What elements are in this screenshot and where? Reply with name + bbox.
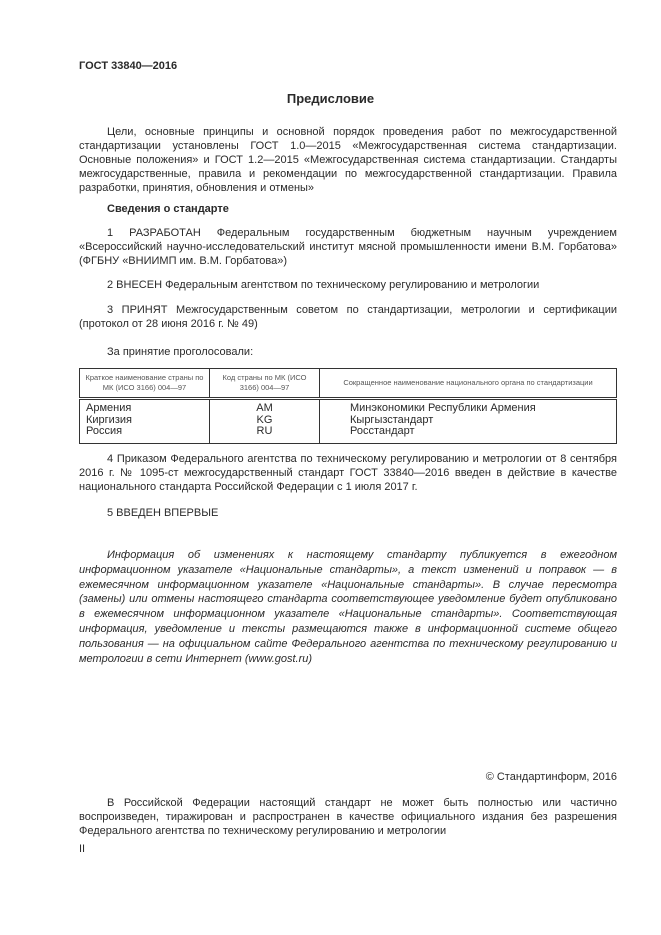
- table-header-row: [80, 369, 617, 399]
- item-2: 2 ВНЕСЕН Федеральным агентством по техническому регулированию и метрологии: [107, 279, 540, 291]
- column-header-body: Сокращенное наименование национального органа по стандартизации: [320, 369, 617, 399]
- body-cell: Росстандарт: [350, 425, 415, 437]
- page-number: II: [79, 843, 86, 855]
- intro-paragraph: Цели, основные принципы и основной порядок проведения работ по межгосударственной стандартизации установлены ГОСТ 1.0—2015 «Межгосударственная система стандартизации. Основные положения» и ГОСТ 1.2—2015 «Межгосударственная система стандартизации. Стандарты межгосударственные, правила и рекомендации по межгосударственной стандартизации. Правила разработки, принятия, обновления и отмены»: [79, 126, 617, 194]
- code-cell: KG: [256, 413, 273, 426]
- document-id: ГОСТ 33840—2016: [79, 60, 178, 72]
- body-cell: Кыргызстандарт: [350, 413, 434, 426]
- column-header-country: Краткое наименование страны по МК (ИСО 3166) 004—97: [80, 369, 210, 399]
- legal-notice: В Российской Федерации настоящий стандарт не может быть полностью или частично воспроизведен, тиражирован и распространен в качестве официального издания без разрешения Федерального агентства по техническому регулированию и метрологии: [79, 797, 617, 837]
- voted-label: За принятие проголосовали:: [107, 346, 254, 358]
- country-cell: Россия: [86, 425, 123, 437]
- country-cell: Киргизия: [86, 413, 132, 426]
- copyright: © Стандартинформ, 2016: [485, 771, 617, 783]
- column-header-code: Код страны по МК (ИСО 3166) 004—97: [210, 369, 320, 399]
- item-1: 1 РАЗРАБОТАН Федеральным государственным бюджетным научным учреждением «Всероссийский научно-исследовательский институт мясной промышленности имени В.М. Горбатова» (ФГБНУ «ВНИИМП им. В.М. Горбатова»): [79, 227, 617, 267]
- section-heading: Сведения о стандарте: [107, 203, 229, 215]
- country-cell: Армения: [86, 402, 132, 414]
- code-cell: RU: [256, 425, 273, 437]
- body-cell: Минэкономики Республики Армения: [350, 402, 536, 414]
- code-cell: AM: [256, 402, 273, 414]
- item-5: 5 ВВЕДЕН ВПЕРВЫЕ: [107, 507, 219, 519]
- item-3: 3 ПРИНЯТ Межгосударственным советом по стандартизации, метрологии и сертификации (протокол от 28 июня 2016 г. № 49): [79, 304, 617, 330]
- page-title: Предисловие: [286, 91, 375, 106]
- info-note: Информация об изменениях к настоящему стандарту публикуется в ежегодном информационном указателе «Национальные стандарты», а текст изменений и поправок — в ежемесячном информационном указателе «Национальные стандарты». В случае пересмотра (замены) или отмены настоящего стандарта соответствующее уведомление будет опубликовано в ежемесячном информационном указателе «Национальные стандарты». Соответствующая информация, уведомление и тексты размещаются также в информационной системе общего пользования — на официальном сайте Федерального агентства по техническому регулированию и метрологии в сети Интернет (www.gost.ru): [79, 549, 617, 665]
- item-4: 4 Приказом Федерального агентства по техническому регулированию и метрологии от 8 сентября 2016 г. № 1095-ст межгосударственный стандарт ГОСТ 33840—2016 введен в действие в качестве национального стандарта Российской Федерации с 1 июля 2017 г.: [79, 453, 617, 493]
- table-body-row: [80, 399, 617, 444]
- voting-table: [79, 368, 617, 444]
